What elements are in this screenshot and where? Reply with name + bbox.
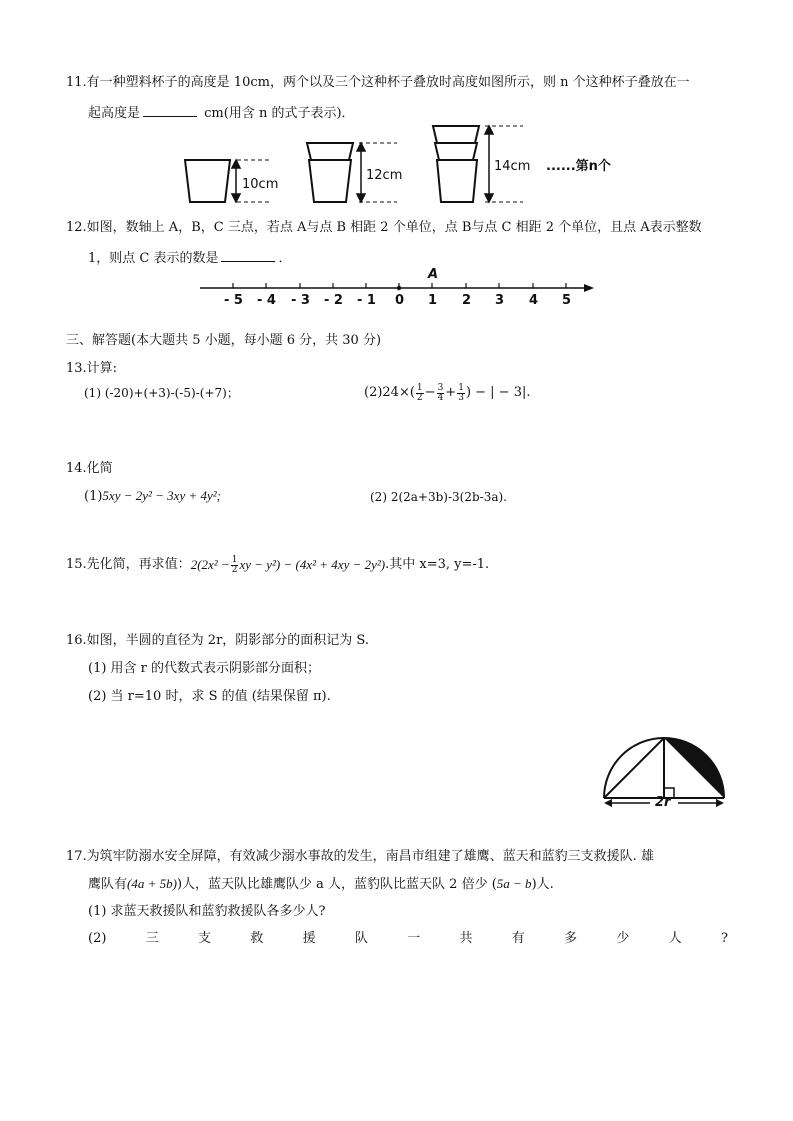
q17-part2-char: 人 [668, 931, 682, 946]
q15-post: .其中 x=3, y=-1. [385, 557, 490, 572]
tick-label: - 5 [224, 293, 243, 308]
operator: + [445, 385, 457, 400]
q17-line2-c: )人，蓝天队比雄鹰队少 a 人，蓝豹队比蓝天队 2 倍少 ( [176, 877, 497, 892]
cup-nth-label: ......第n个 [546, 159, 611, 174]
fraction [437, 384, 445, 403]
q14-title: 14.化简 [66, 461, 113, 476]
cup-3b [435, 143, 477, 160]
q17-part2 [88, 930, 728, 948]
q15-expr-a: 2(2x² − [190, 557, 230, 572]
q17-part2-char: 少 [616, 931, 630, 946]
denominator: 4 [437, 392, 444, 403]
q13-part2-post: ) − | − 3|. [465, 385, 531, 400]
numerator: 1 [231, 554, 238, 565]
q16-line1: 16.如图，半圆的直径为 2r，阴影部分的面积记为 S. [66, 633, 369, 648]
cup-height-1: 10cm [242, 177, 279, 192]
q11-line1: 11.有一种塑料杯子的高度是 10cm，两个以及三个这种杯子叠放时高度如图所示，则 n 个这种杯子叠放在一 [66, 75, 690, 90]
numerator: 1 [416, 382, 423, 393]
q12-line2 [88, 247, 292, 268]
tick-label: 4 [529, 293, 539, 308]
q17-part2-char: 多 [564, 931, 578, 946]
q17-line2-d: 5a − b [496, 876, 532, 891]
q17-line1: 17.为筑牢防溺水安全屏障，有效减少溺水事故的发生，南昌市组建了雄鹰、蓝天和蓝豹三支救援队. 雄 [66, 849, 654, 864]
numerator: 1 [458, 382, 464, 393]
tick-label: 5 [562, 293, 572, 308]
q15-line [66, 554, 489, 576]
section-3-heading: 三、解答题(本大题共 5 小题，每小题 6 分，共 30 分) [66, 333, 382, 348]
q17-line2 [88, 875, 554, 894]
tick-label: 2 [462, 293, 472, 308]
q17-part2-char: 三 [145, 931, 159, 946]
q17-line2-e: )人. [531, 877, 554, 892]
q11-line2-a: 起高度是 [88, 106, 141, 121]
tick-label: 1 [428, 293, 438, 308]
cup-2b [309, 160, 351, 202]
q14-part1-expr: 5xy − 2y² − 3xy + 4y²; [102, 488, 221, 503]
q17-part2-char: (2) [88, 931, 107, 946]
q17-part2-char: 援 [302, 931, 316, 946]
q15-expr-b: xy − y²) − (4x² + 4xy − 2y²) [239, 557, 386, 572]
q12-answer-blank[interactable] [221, 247, 275, 262]
diameter-label: 2r [655, 795, 671, 810]
q14-part1-label: (1) [84, 489, 103, 504]
q13-part1: (1) (-20)+(+3)-(-5)-(+7)； [84, 386, 239, 400]
tick-label: - 2 [324, 293, 343, 308]
q12-line2-a: 1，则点 C 表示的数是 [88, 251, 219, 266]
cup-height-2: 12cm [366, 168, 403, 183]
tick-label: 0 [395, 293, 405, 308]
tick-label: - 4 [257, 293, 276, 308]
q14-part1 [84, 487, 221, 506]
point-a-label: A [428, 267, 439, 282]
cup-2a [307, 143, 353, 160]
q16-part2: (2) 当 r=10 时，求 S 的值 (结果保留 π). [88, 689, 331, 704]
q14-part2: (2) 2(2a+3b)-3(2b-3a). [370, 490, 507, 504]
numerator: 3 [437, 382, 444, 393]
fraction [457, 384, 465, 403]
fraction [416, 384, 424, 403]
q17-part1: (1) 求蓝天救援队和蓝豹救援队各多少人? [88, 904, 326, 919]
tick-label: - 3 [291, 293, 310, 308]
q17-part2-char: 共 [459, 931, 473, 946]
q17-line2-b: (4a + 5b) [127, 876, 177, 891]
q11-answer-blank[interactable] [143, 102, 197, 117]
origin-dot [397, 286, 401, 290]
cup-1 [185, 160, 230, 202]
q17-part2-char: 救 [250, 931, 264, 946]
q17-part2-char: ? [720, 931, 728, 946]
denominator: 2 [416, 392, 423, 403]
q13-title: 13.计算: [66, 361, 118, 376]
operator: − [424, 385, 436, 400]
q12-line2-b: ． [278, 251, 292, 266]
q17-part2-char: 队 [354, 931, 368, 946]
q16-part1: (1) 用含 r 的代数式表示阴影部分面积； [88, 661, 321, 676]
q13-part2 [364, 382, 531, 404]
q17-part2-char: 一 [407, 931, 421, 946]
q11-line2-b: cm(用含 n 的式子表示)． [200, 106, 355, 121]
q17-part2-char: 有 [511, 931, 525, 946]
q17-line2-a: 鹰队有 [88, 877, 128, 892]
cup-3a [433, 126, 479, 143]
cup-height-3: 14cm [494, 159, 531, 174]
denominator: 3 [458, 392, 464, 403]
q17-part2-char: 支 [198, 931, 212, 946]
q15-pre: 15.先化简，再求值： [66, 557, 191, 572]
tick-label: - 1 [357, 293, 376, 308]
tick-label: 3 [495, 293, 505, 308]
denominator: 2 [231, 564, 238, 575]
fraction [231, 556, 239, 575]
cup-3c [437, 160, 477, 202]
q12-line1: 12.如图，数轴上 A，B，C 三点，若点 A与点 B 相距 2 个单位，点 B与点 C 相距 2 个单位，且点 A表示整数 [66, 220, 702, 235]
q13-part2-pre: (2)24×( [364, 385, 415, 400]
